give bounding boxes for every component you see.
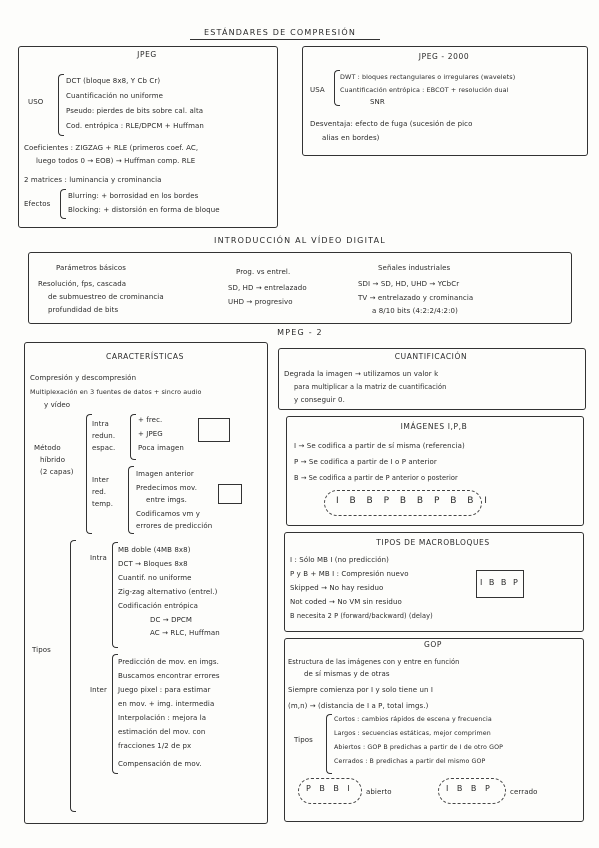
jpeg-uso-item: DCT (bloque 8x8, Y Cb Cr) [66,77,161,85]
caract-item: Multiplexación en 3 fuentes de datos + sincro audio [30,388,202,396]
senales-item: a 8/10 bits (4:2:2/4:2:0) [372,307,458,315]
jpeg-uso-label: USO [28,98,44,106]
matrix-sketch [198,418,230,442]
intra-label: espac. [92,444,116,452]
cuantificacion-item: Degrada la imagen → utilizamos un valor k [284,370,439,378]
intra-item: + JPEG [138,430,163,438]
jpeg-efectos-brace [60,189,66,219]
intra-item: + frec. [138,416,163,424]
inter2-item: Compensación de mov. [118,760,202,768]
prog-item: UHD → progresivo [228,298,293,306]
macrobloque-item: I : Sólo MB I (no predicción) [290,556,389,564]
imagenes-item: P → Se codifica a partir de I o P anterior [294,458,437,466]
inter2-item: Predicción de mov. en imgs. [118,658,219,666]
tipos-label: Tipos [32,646,51,654]
gop-tipo-item: Largos : secuencias estáticas, mejor comprimen [334,730,491,737]
page-title: ESTÁNDARES DE COMPRESIÓN [203,28,357,37]
jpeg-coef-line: Coeficientes : ZIGZAG + RLE (primeros coef. AC, [24,144,199,152]
gop-item: Siempre comienza por I y solo tiene un I [288,686,434,694]
senales-item: SDI → SD, HD, UHD → YCbCr [358,280,460,288]
metodo-label: (2 capas) [40,468,74,476]
inter-brace [128,466,134,534]
jpeg2000-usa-item: DWT : bloques rectangulares o irregulares (wavelets) [340,73,516,81]
parametros-item: Resolución, fps, cascada [38,280,127,288]
caracteristicas-title: CARACTERÍSTICAS [106,352,184,361]
gop-abierto-frames: P B B I [306,784,353,793]
jpeg2000-usa-label: USA [310,86,325,94]
intra2-label: Intra [90,554,107,562]
jpeg2000-usa-cont: SNR [370,98,385,106]
intra-label: Intra [92,420,109,428]
inter-label: red. [92,488,107,496]
intra-label: redun. [92,432,116,440]
jpeg-efectos-label: Efectos [24,200,51,208]
mpeg-title: MPEG - 2 [277,328,323,337]
inter-item: Imagen anterior [136,470,194,478]
prog-title: Prog. vs entrel. [236,268,291,276]
cuantificacion-item: para multiplicar a la matriz de cuantificación [294,383,447,391]
inter-label: Inter [92,476,109,484]
caract-item: Compresión y descompresión [30,374,137,382]
intra2-item: AC → RLC, Huffman [150,629,220,637]
cuantificacion-item: y conseguir 0. [294,396,345,404]
intra2-item: MB doble (4MB 8x8) [118,546,191,554]
intra2-item: DC → DPCM [150,616,193,624]
macrobloque-item: Skipped → No hay residuo [290,584,384,592]
intra-item: Poca imagen [138,444,184,452]
inter2-item: fracciones 1/2 de px [118,742,192,750]
jpeg2000-desventaja: alias en bordes) [322,134,380,142]
title-underline [190,39,380,40]
metodo-label: híbrido [40,456,66,464]
gop-cerrado-label: cerrado [510,788,538,796]
parametros-title: Parámetros básicos [56,264,127,272]
inter-item: Predecimos mov. [136,484,198,492]
imagenes-item: I → Se codifica a partir de sí misma (referencia) [294,442,465,450]
intra2-item: DCT → Bloques 8x8 [118,560,188,568]
inter-item: entre imgs. [146,496,187,504]
jpeg2000-desventaja: Desventaja: efecto de fuga (sucesión de pico [310,120,473,128]
inter2-item: en mov. + img. intermedia [118,700,215,708]
senales-title: Señales industriales [378,264,451,272]
jpeg-uso-item: Pseudo: pierdes de bits sobre cal. alta [66,107,204,115]
macrobloque-item: P y B + MB I : Compresión nuevo [290,570,409,578]
inter-item: errores de predicción [136,522,213,530]
jpeg2000-title: JPEG - 2000 [418,52,470,61]
intra2-item: Zig-zag alternativo (entrel.) [118,588,218,596]
caract-item: y vídeo [44,401,71,409]
inter2-item: Juego pixel : para estimar [118,686,211,694]
parametros-item: profundidad de bits [48,306,119,314]
senales-item: TV → entrelazado y crominancia [358,294,474,302]
gop-tipos-label: Tipos [294,736,313,744]
jpeg-coef-line: luego todos 0 → EOB) → Huffman comp. RLE [36,157,196,165]
jpeg-efecto-item: Blurring: + borrosidad en los bordes [68,192,199,200]
gop-tipos-brace [326,714,332,774]
gop-item: (m,n) → (distancia de I a P, total imgs.) [288,702,429,710]
jpeg-uso-brace [58,74,64,136]
gop-tipo-item: Cortos : cambios rápidos de escena y frecuencia [334,716,492,723]
jpeg-matrices: 2 matrices : luminancia y crominancia [24,176,162,184]
jpeg-uso-item: Cuantificación no uniforme [66,92,164,100]
ipb-frames: I B B P B B P B B I [336,496,491,506]
jpeg-title: JPEG [137,50,157,59]
intra2-item: Codificación entrópica [118,602,199,610]
inter2-item: Interpolación : mejora la [118,714,207,722]
imagenes-item: B → Se codifica a partir de P anterior o posterior [294,474,458,482]
inter-item: Codificamos vm y [136,510,201,518]
macrobloque-item: Not coded → No VM sin residuo [290,598,402,606]
tipos-brace [70,540,76,812]
gop-abierto-label: abierto [366,788,392,796]
jpeg-uso-item: Cod. entrópica : RLE/DPCM + Huffman [66,122,204,130]
intro-title: INTRODUCCIÓN AL VÍDEO DIGITAL [214,236,386,245]
parametros-item: de submuestreo de crominancia [48,293,164,301]
cuantificacion-title: CUANTIFICACIÓN [394,352,468,361]
gop-cerrado-frames: I B B P [446,784,493,793]
jpeg-efecto-item: Blocking: + distorsión en forma de bloque [68,206,220,214]
gop-tipo-item: Abiertos : GOP B predichas a partir de I de otro GOP [334,744,504,751]
gop-item: de sí mismas y de otras [304,670,390,678]
gop-item: Estructura de las imágenes con y entre en función [288,658,460,666]
inter2-label: Inter [90,686,107,694]
gop-tipo-item: Cerrados : B predichas a partir del mismo GOP [334,758,486,765]
cube-sketch [218,484,242,504]
macrobloque-item: B necesita 2 P (forward/backward) (delay) [290,612,433,620]
intra-brace [130,414,136,460]
jpeg2000-usa-item: Cuantificación entrópica : EBCOT + resolución dual [340,86,509,94]
intra2-item: Cuantif. no uniforme [118,574,192,582]
prog-item: SD, HD → entrelazado [228,284,307,292]
macrobloques-title: TIPOS DE MACROBLOQUES [376,538,490,547]
metodo-label: Método [34,444,61,452]
inter-label: temp. [92,500,114,508]
macro-diagram-frames: I B B P [480,578,520,587]
inter2-item: Buscamos encontrar errores [118,672,220,680]
imagenes-title: IMÁGENES I,P,B [400,422,468,431]
inter2-item: estimación del mov. con [118,728,206,736]
gop-title: GOP [423,640,443,649]
